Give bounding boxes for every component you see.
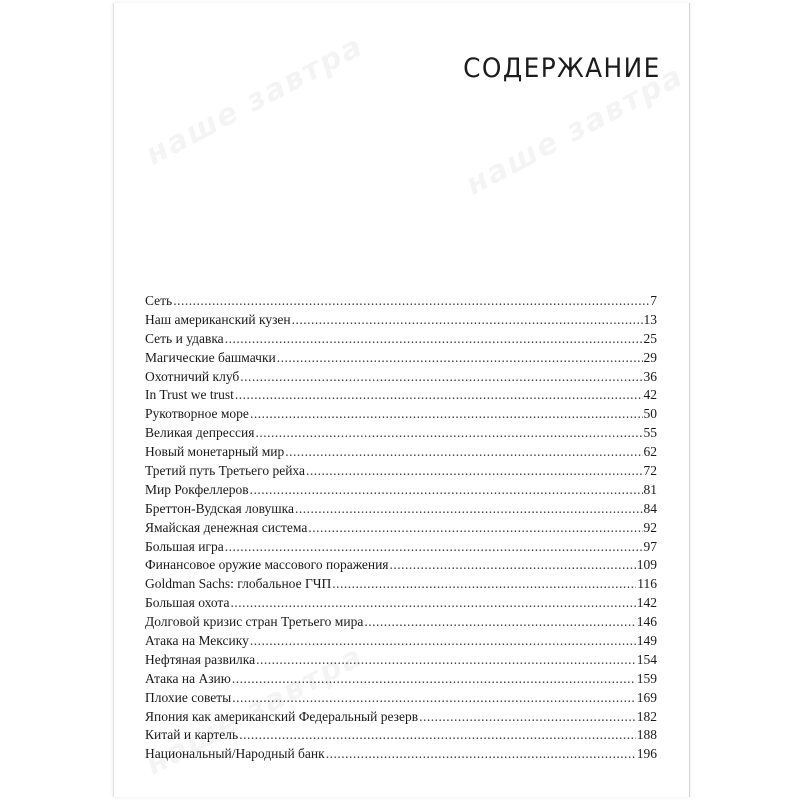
dot-leader [173,293,649,309]
toc-entry-label: Атака на Азию [145,670,231,686]
toc-entry-page: 97 [643,538,657,554]
toc-entry [145,369,657,388]
toc-entry-page: 72 [643,463,657,479]
toc-entry-page: 42 [643,387,657,403]
toc-entry-label: Япония как американский Федеральный резерв [145,708,419,724]
toc-entry-page: 29 [643,349,657,365]
toc-entry [145,406,657,425]
toc-entry [145,633,657,652]
toc-entry-label: Нефтяная развилка [145,651,256,667]
toc-entry-label: Третий путь Третьего рейха [145,463,305,479]
toc-entry [145,501,657,520]
toc-entry-label: Бреттон-Вудская ловушка [145,500,294,516]
toc-entry-label: Атака на Мексику [145,633,249,649]
toc-entry-page: 84 [643,500,657,516]
dot-leader [295,501,643,517]
toc-entry-page: 62 [643,444,657,460]
toc-entry-label: Охотничий клуб [145,368,240,384]
toc-entry-label: Большая игра [145,538,224,554]
toc-entry-label: Национальный/Народный банк [145,746,325,762]
dot-leader [292,312,643,328]
toc-entry-label: In Trust we trust [145,387,234,403]
toc-entry [145,387,657,406]
toc-entry-label: Большая охота [145,595,230,611]
dot-leader [235,387,643,403]
toc-entry-label: Великая депрессия [145,425,255,441]
dot-leader [250,482,643,498]
toc-entry-label: Сеть [145,293,173,308]
toc-entry-page: 109 [636,557,657,573]
dot-leader [364,614,635,630]
dot-leader [232,671,636,687]
toc-entry-label: Финансовое оружие массового поражения [145,557,389,573]
toc-entry-page: 154 [636,651,657,667]
dot-leader [256,652,636,668]
watermark [140,28,370,172]
toc-entry [145,539,657,558]
toc-entry-page: 50 [643,406,657,422]
toc-entry-page: 149 [636,633,657,649]
toc-entry-label: Мир Рокфеллеров [145,481,249,497]
toc-entry [145,425,657,444]
toc-entry-label: Новый монетарный мир [145,444,285,460]
dot-leader [390,557,636,573]
dot-leader [277,350,643,366]
toc-entry [145,520,657,539]
dot-leader [255,425,642,441]
dot-leader [225,539,643,555]
toc-entry-page: 25 [643,330,657,346]
dot-leader [332,576,636,592]
dot-leader [308,520,642,536]
toc-list [145,293,657,765]
toc-entry-label: Ямайская денежная система [145,519,308,535]
toc-entry-page: 7 [650,293,657,308]
dot-leader [326,746,636,762]
book-page [113,3,690,797]
toc-entry [145,444,657,463]
toc-entry-label: Магические башмачки [145,349,276,365]
dot-leader [240,369,642,385]
toc-entry [145,746,657,765]
toc-entry [145,557,657,576]
dot-leader [306,463,643,479]
dot-leader [419,709,636,725]
dot-leader [239,727,636,743]
toc-title: СОДЕРЖАНИЕ [463,53,661,84]
toc-entry [145,709,657,728]
toc-entry-page: 182 [636,708,657,724]
dot-leader [225,331,643,347]
toc-entry-label: Китай и картель [145,727,239,743]
toc-entry-label: Долговой кризис стран Третьего мира [145,614,364,630]
toc-entry-page: 169 [636,689,657,705]
toc-entry [145,614,657,633]
toc-entry [145,576,657,595]
toc-entry [145,463,657,482]
toc-entry-label: Сеть и удавка [145,330,224,346]
toc-entry-page: 159 [636,670,657,686]
toc-entry [145,331,657,350]
dot-leader [230,595,635,611]
toc-entry-page: 81 [643,481,657,497]
toc-entry-page: 92 [643,519,657,535]
toc-entry-page: 146 [636,614,657,630]
toc-entry-page: 116 [637,576,657,592]
toc-entry [145,293,657,312]
toc-entry-label: Рукотворное море [145,406,249,422]
toc-entry-page: 142 [636,595,657,611]
dot-leader [285,444,642,460]
dot-leader [250,406,643,422]
toc-entry-label: Наш американский кузен [145,311,291,327]
toc-entry [145,350,657,369]
toc-entry [145,727,657,746]
toc-entry-label: Goldman Sachs: глобальное ГЧП [145,576,332,592]
toc-entry [145,482,657,501]
toc-entry [145,595,657,614]
toc-entry-page: 36 [643,368,657,384]
dot-leader [250,633,636,649]
toc-entry-page: 55 [643,425,657,441]
toc-entry-page: 188 [636,727,657,743]
toc-entry [145,652,657,671]
toc-entry [145,312,657,331]
toc-entry-page: 13 [643,311,657,327]
toc-entry-page: 196 [636,746,657,762]
dot-leader [232,690,636,706]
toc-entry [145,671,657,690]
toc-entry-label: Плохие советы [145,689,232,705]
toc-entry [145,690,657,709]
